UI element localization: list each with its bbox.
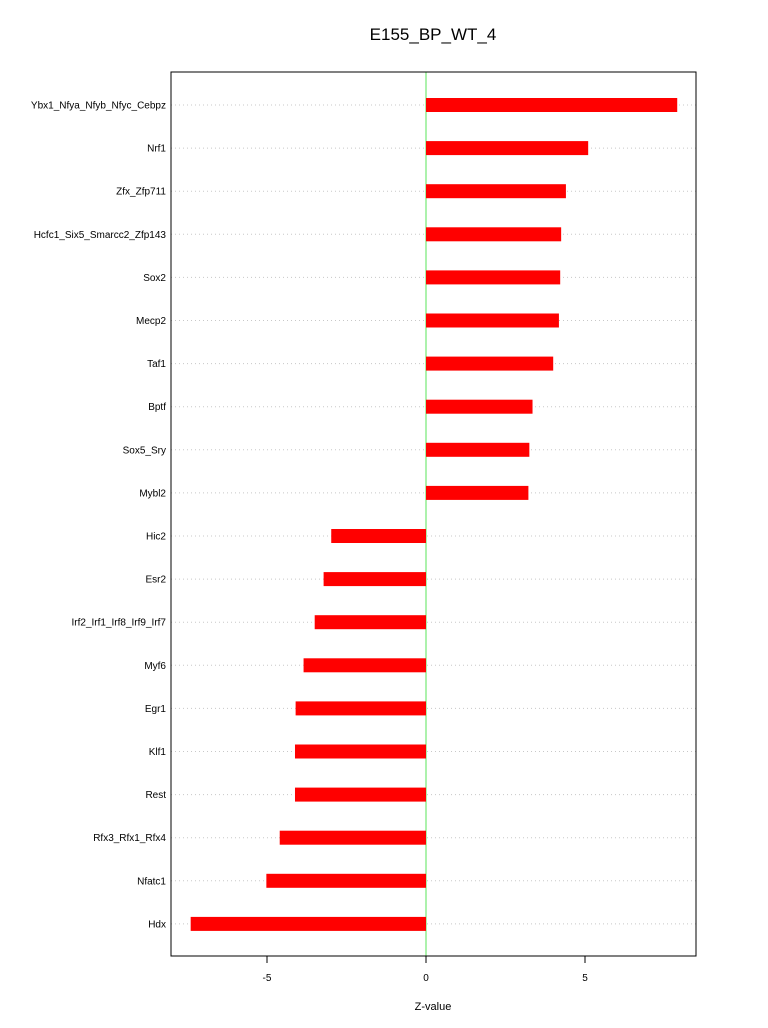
category-label: Nfatc1: [137, 876, 166, 888]
bar: [295, 788, 426, 802]
category-label: Ybx1_Nfya_Nfyb_Nfyc_Cebpz: [30, 100, 166, 112]
category-label: Sox2: [143, 272, 166, 284]
chart-title: E155_BP_WT_4: [369, 25, 497, 44]
x-tick-label: 5: [582, 973, 588, 984]
category-label: Hdx: [148, 919, 166, 931]
bar: [304, 658, 426, 672]
bar: [426, 98, 677, 112]
bar: [426, 270, 560, 284]
category-label: Myf6: [144, 660, 166, 672]
bar: [280, 831, 426, 845]
bar: [426, 486, 528, 500]
category-label: Rest: [145, 790, 166, 802]
category-label: Egr1: [144, 703, 166, 715]
category-label: Klf1: [148, 747, 166, 758]
x-axis-label: Z-value: [414, 1001, 452, 1013]
category-label: Sox5_Sry: [122, 445, 166, 457]
category-label: Mybl2: [139, 488, 166, 500]
bar: [266, 874, 426, 888]
bar-layer: [191, 98, 678, 931]
category-label: Rfx3_Rfx1_Rfx4: [93, 833, 166, 845]
bar: [426, 443, 529, 457]
x-tick-label: 0: [423, 973, 429, 984]
bar: [191, 917, 426, 931]
x-axis: [263, 956, 589, 984]
bar: [426, 227, 561, 241]
bar: [426, 400, 533, 414]
bar: [296, 701, 426, 715]
category-label: Taf1: [147, 359, 166, 371]
category-label: Mecp2: [135, 316, 166, 327]
category-label: Bptf: [148, 402, 166, 414]
category-label: Hic2: [145, 531, 166, 543]
plot-frame: [171, 72, 696, 956]
bar: [426, 314, 559, 328]
category-label: Esr2: [145, 574, 166, 586]
category-label: Zfx_Zfp711: [116, 186, 166, 198]
x-tick-label: -5: [262, 973, 272, 984]
bar: [331, 529, 426, 543]
category-labels: [31, 101, 167, 931]
bar: [426, 357, 553, 371]
category-label: Nrf1: [147, 143, 166, 155]
bar: [426, 184, 566, 198]
bar: [324, 572, 426, 586]
category-label: Irf2_Irf1_Irf8_Irf9_Irf7: [71, 617, 166, 629]
bar: [315, 615, 426, 629]
category-label: Hcfc1_Six5_Smarcc2_Zfp143: [33, 229, 166, 241]
bar: [426, 141, 588, 155]
bar: [295, 745, 426, 759]
